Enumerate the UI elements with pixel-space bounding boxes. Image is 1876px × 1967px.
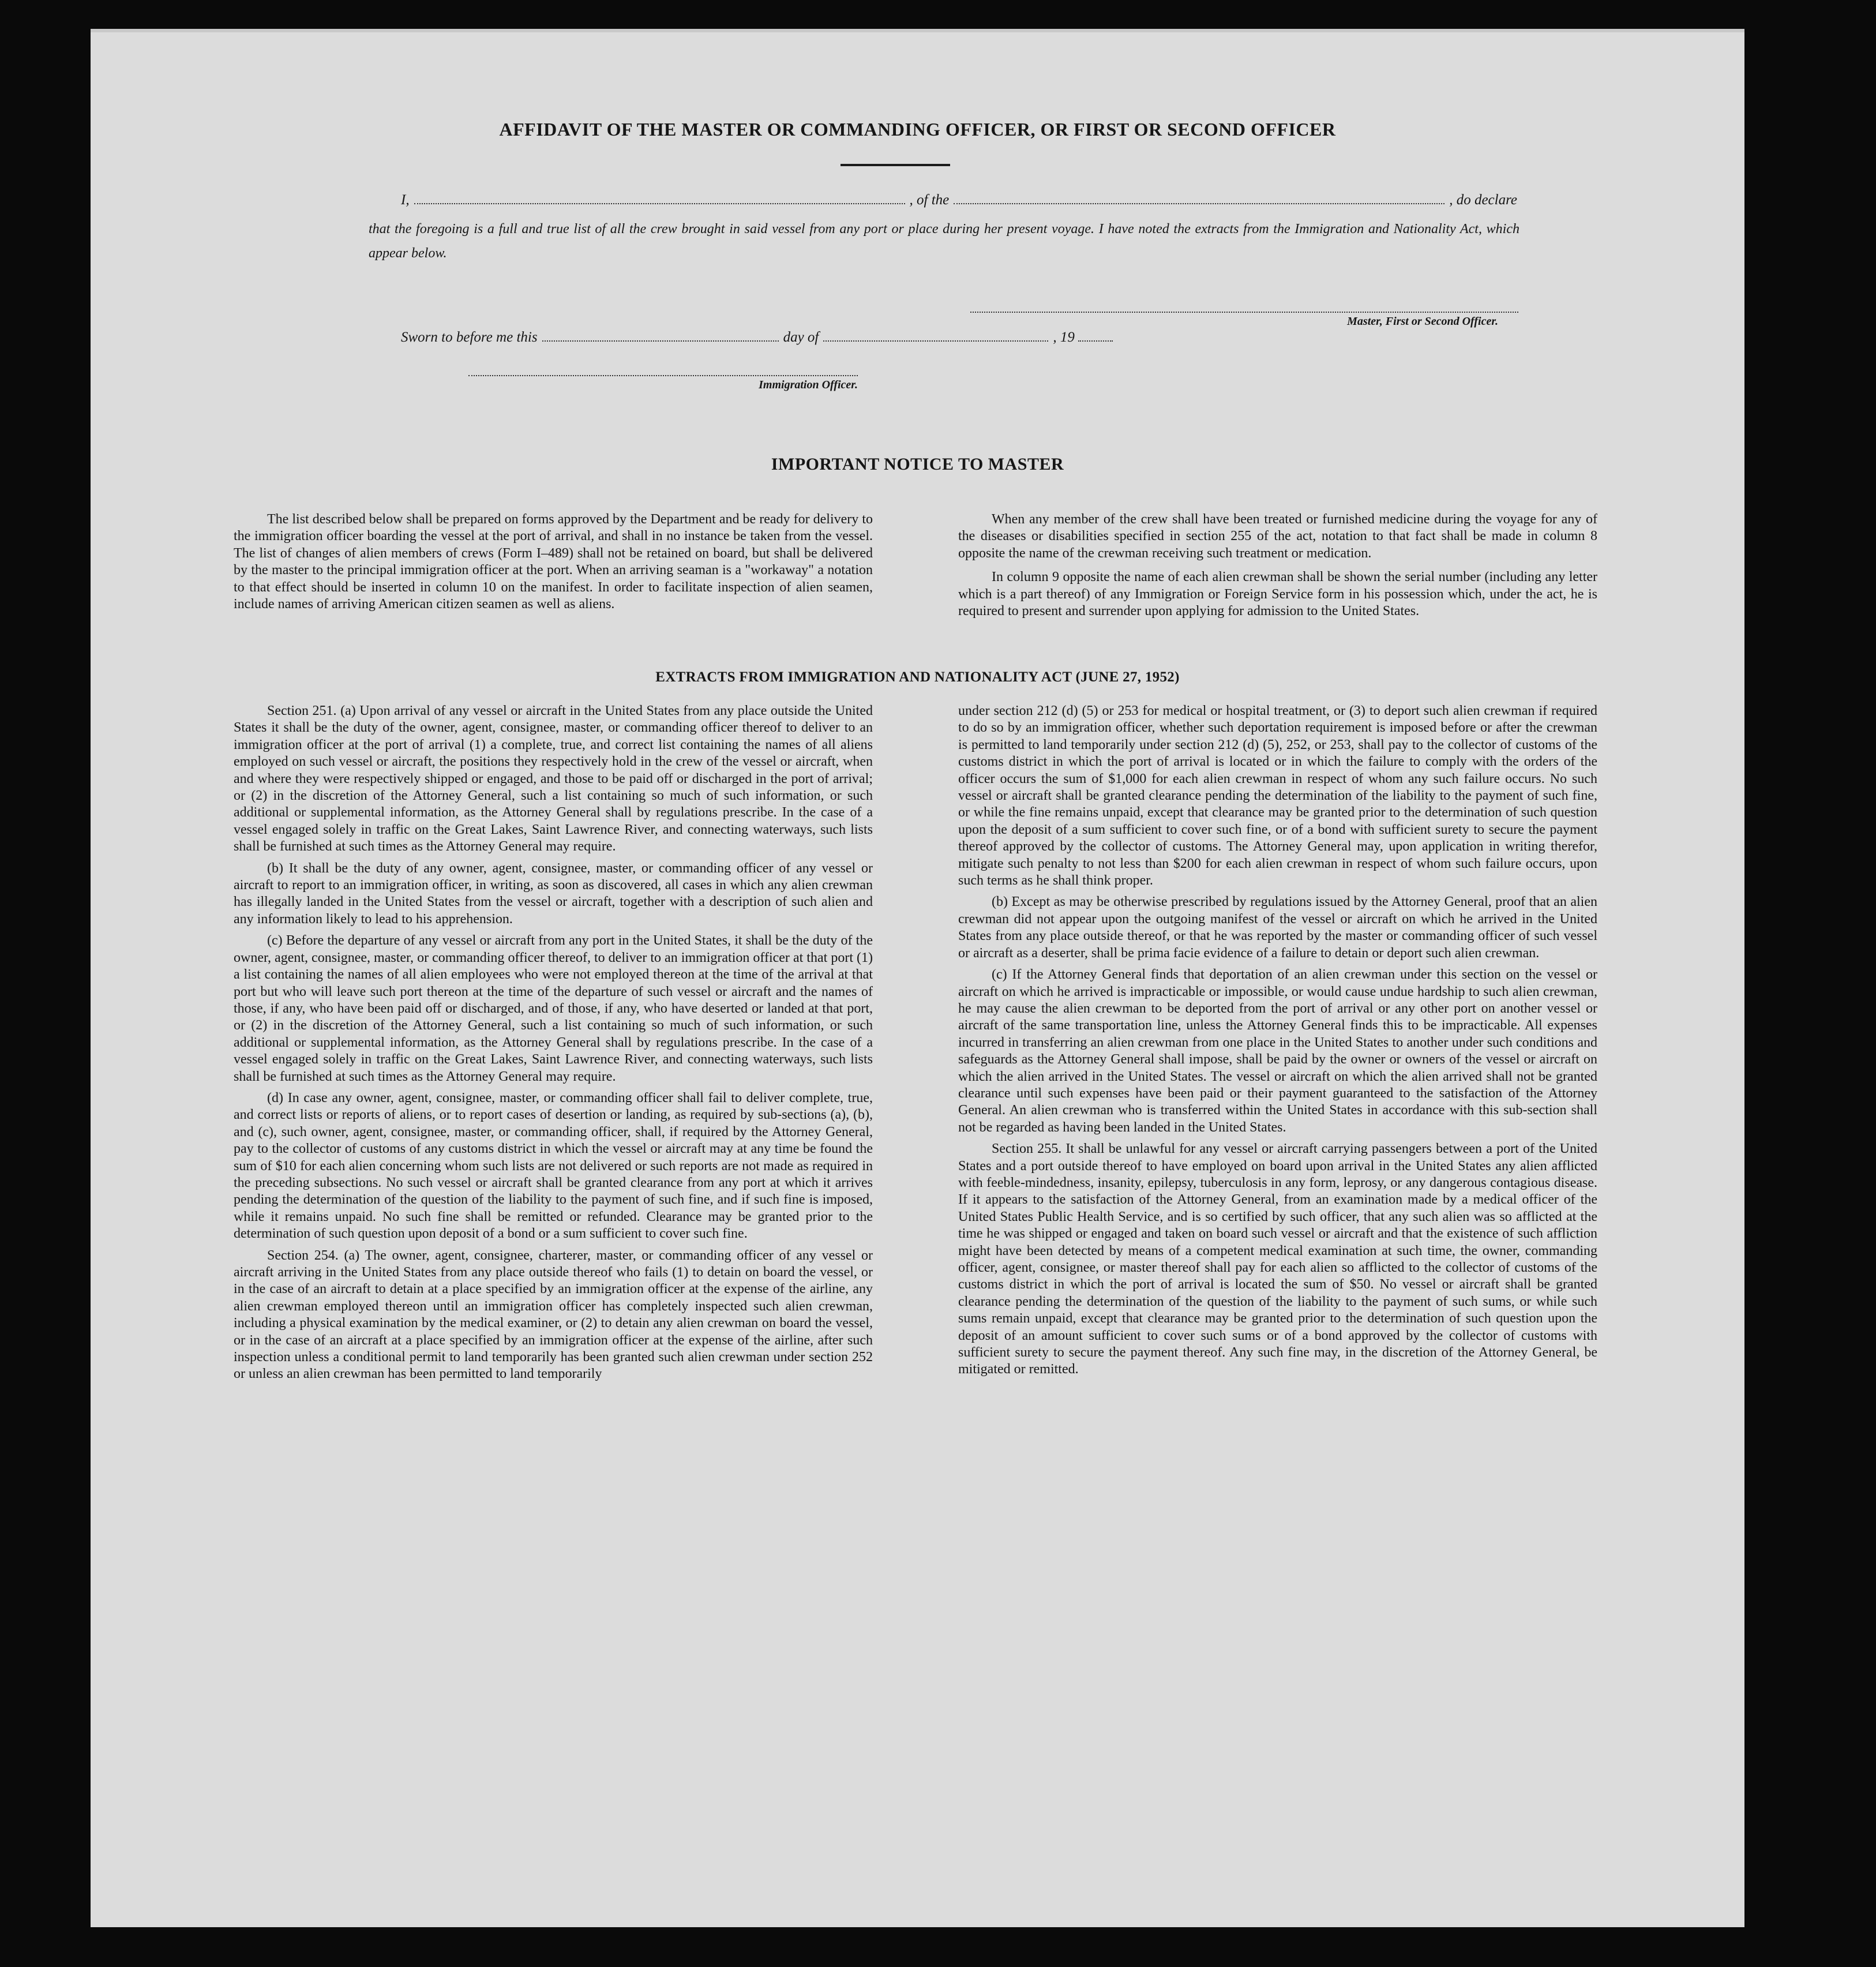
section-251-b: (b) It shall be the duty of any owner, agent, consignee, master, or commanding officer of any vessel or aircraft to report to an immigration officer, in writing, as soon as discovered, all cases in which any alien crewman has illegally landed in the United States from the vessel or aircraft, together with a description of such alien and any information likely to lead to his apprehension. xyxy=(234,860,873,927)
notice-paragraph: The list described below shall be prepared on forms approved by the Department and be ready for delivery to the immigration officer boarding the vessel at the port of arrival, and shall in no instance be taken from the vessel. The list of changes of alien members of crews (Form I–489) shall not be retained on board, but shall be delivered by the master to the principal immigration officer at the port. When an arriving seaman is a "workaway" a notation to that effect should be inserted in column 10 on the manifest. In order to facilitate inspection of alien seamen, include names of arriving American citizen seamen as well as aliens. xyxy=(234,512,873,612)
affidavit-statement: that the foregoing is a full and true list of all the crew brought in said vessel from any port or place during her present voyage. I have noted the extracts from the Immigration and Nationality Act, which appear below. xyxy=(369,222,1519,261)
notice-right-column xyxy=(958,511,1597,620)
i-label: I, xyxy=(401,192,410,208)
notice-heading: IMPORTANT NOTICE TO MASTER xyxy=(771,455,1064,474)
section-251-a: Section 251. (a) Upon arrival of any vessel or aircraft in the United States from any place outside the United States it shall be the duty of the owner, agent, consignee, master, or commanding officer thereof to deliver to an immigration officer at the port of arrival (1) a complete, true, and correct list containing the names of all aliens employed on such vessel or aircraft, the positions they respectively hold in the crew of the vessel or aircraft, when and where they were respectively shipped or engaged, and those to be paid off or discharged in the port of arrival; or (2) in the discretion of the Attorney General, such a list containing so much of such information, or such additional or supplemental information, as the Attorney General shall by regulations prescribe. In the case of a vessel engaged solely in traffic on the Great Lakes, Saint Lawrence River, and connecting waterways, such lists shall be furnished at such times as the Attorney General may require. xyxy=(234,703,873,855)
signature-label: Master, First or Second Officer. xyxy=(1347,315,1498,328)
day-field[interactable] xyxy=(542,329,779,342)
sworn-line xyxy=(401,329,1266,346)
title-rule xyxy=(841,164,950,166)
notice-left-column xyxy=(234,511,873,613)
extracts-left-column xyxy=(234,703,873,1383)
month-field[interactable] xyxy=(823,329,1048,342)
signature-field[interactable] xyxy=(970,304,1518,313)
extracts-heading: EXTRACTS FROM IMMIGRATION AND NATIONALITY ACT (JUNE 27, 1952) xyxy=(655,669,1180,685)
document-page xyxy=(91,29,1744,1927)
of-the-label: , of the xyxy=(909,192,950,208)
immigration-officer-signature-field[interactable] xyxy=(468,369,858,376)
section-254-c: (c) If the Attorney General finds that deportation of an alien crewman under this section on the vessel or aircraft on which he arrived is impracticable or impossible, or would cause undue hardship to such alien crewman, he may cause the alien crewman to be deported from the port of arrival or any other port on another vessel or aircraft of the same transportation line, unless the Attorney General finds this to be impracticable. All expenses incurred in transferring an alien crewman from one place in the United States to another under such conditions and safeguards as the Attorney General shall impose, shall be paid by the owner or owners of the vessel or aircraft on which the alien arrived in the United States. The vessel or aircraft on which the alien arrived shall not be granted clearance until such expenses have been paid or their payment guaranteed to the satisfaction of the Attorney General. An alien crewman who is transferred within the United States in accordance with this sub-section shall not be regarded as having been landed in the United States. xyxy=(958,967,1597,1135)
section-254-b: (b) Except as may be otherwise prescribed by regulations issued by the Attorney General, proof that an alien crewman did not appear upon the outgoing manifest of the vessel or aircraft on which he arrived in the United States from any place outside thereof, or that he was reported by the master or commanding officer of such vessel or aircraft as a deserter, shall be prima facie evidence of a failure to detain or deport such alien crewman. xyxy=(958,894,1597,961)
declaration-line xyxy=(401,192,1517,208)
affidavit-title: AFFIDAVIT OF THE MASTER OR COMMANDING OFFICER, OR FIRST OR SECOND OFFICER xyxy=(499,119,1336,140)
year-field[interactable] xyxy=(1078,329,1113,342)
year-prefix-label: , 19 xyxy=(1053,329,1075,345)
section-251-c: (c) Before the departure of any vessel or aircraft from any port in the United States, it shall be the duty of the owner, agent, consignee, master, or commanding officer thereof, to deliver to an immigration officer at that port (1) a list containing the names of all alien employees who were not employed thereon at the time of the arrival at that port but who will leave such port thereon at the time of the departure of such vessel or aircraft and the names of those, if any, who have been paid off or discharged, and of those, if any, who have deserted or landed at that port, or (2) in the discretion of the Attorney General, such a list containing so much of such information, or such additional or supplemental information, as the Attorney General shall by regulations prescribe. In the case of a vessel engaged solely in traffic on the Great Lakes, Saint Lawrence River, and connecting waterways, such lists shall be furnished at such times as the Attorney General may require. xyxy=(234,933,873,1084)
vessel-name-field[interactable] xyxy=(954,192,1444,204)
officer-name-field[interactable] xyxy=(414,192,905,204)
section-255: Section 255. It shall be unlawful for any vessel or aircraft carrying passengers between a port of the United States and a port outside thereof to have employed on board upon arrival in the United States any alien afflicted with feeble-mindedness, insanity, epilepsy, tuberculosis in any form, leprosy, or any dangerous contagious disease. If it appears to the satisfaction of the Attorney General, from an examination made by a medical officer of the United States Public Health Service, and is so certified by such officer, that any such alien was so afflicted at the time he was shipped or engaged and taken on board such vessel or aircraft and that the existence of such affliction might have been detected by means of a competent medical examination at such time, the owner, commanding officer, agent, consignee, or master thereof shall pay for each alien so afflicted to the collector of customs of the customs district in which the port of arrival is located the sum of $50. No vessel or aircraft shall be granted clearance pending the determination of the question of the liability to the payment of such sums, or while such sums remain unpaid, except that clearance may be granted prior to the determination of such question upon the deposit of an amount sufficient to cover such sums or of a bond approved by the collector of customs with sufficient surety to secure the payment thereof. Any such fine may, in the discretion of the Attorney General, be mitigated or remitted. xyxy=(958,1141,1597,1377)
section-251-d: (d) In case any owner, agent, consignee, master, or commanding officer shall fail to deliver complete, true, and correct lists or reports of aliens, or to report cases of desertion or landing, as required by sub-sections (a), (b), and (c), such owner, agent, consignee, master, or commanding officer, shall, if required by the Attorney General, pay to the collector of customs of any customs district in which the vessel or aircraft may at any time be found the sum of $10 for each alien concerning whom such lists are not delivered or such reports are not made as required in the preceding subsections. No such vessel or aircraft shall be granted clearance from any port at which it arrives pending the determination of the question of the liability to the payment of such fine, and if such fine is imposed, while it remains unpaid. No such fine shall be remitted or refunded. Clearance may be granted prior to the determination of such question upon deposit of a bond or a sum sufficient to cover such fine. xyxy=(234,1090,873,1242)
immigration-officer-label: Immigration Officer. xyxy=(759,379,858,391)
page-top-edge xyxy=(91,29,1744,32)
extracts-right-column xyxy=(958,703,1597,1378)
notice-paragraph: In column 9 opposite the name of each alien crewman shall be shown the serial number (including any letter which is a part thereof) of any Immigration or Foreign Service form in his possession which, under the act, he is required to present and surrender upon applying for admission to the United States. xyxy=(958,570,1597,619)
day-of-label: day of xyxy=(783,329,819,345)
notice-paragraph: When any member of the crew shall have been treated or furnished medicine during the voyage for any of the diseases or disabilities specified in section 255 of the act, notation to that fact shall be made in column 8 opposite the name of the crewman receiving such treatment or medication. xyxy=(958,512,1597,561)
section-254-a: Section 254. (a) The owner, agent, consignee, charterer, master, or commanding officer of any vessel or aircraft arriving in the United States from any place outside thereof who fails (1) to detain on board the vessel, or in the case of an aircraft to detain at a place specified by an immigration officer at the expense of the airline, any alien crewman employed thereon until an immigration officer has completely inspected such alien crewman, including a physical examination by the medical examiner, or (2) to detain any alien crewman on board the vessel, or in the case of an aircraft at a place specified by an immigration officer at the expense of the airline, after such inspection unless a conditional permit to land temporarily has been granted such alien crewman under section 252 or unless an alien crewman has been permitted to land temporarily xyxy=(234,1247,873,1382)
section-254-a-continued: under section 212 (d) (5) or 253 for medical or hospital treatment, or (3) to deport such alien crewman if required to do so by an immigration officer, whether such deportation requirement is imposed before or after the crewman is permitted to land temporarily under section 212 (d) (5), 252, or 253, shall pay to the collector of customs of the customs district in which the port of arrival is located or in which the failure to comply with the orders of the officer occurs the sum of $1,000 for each alien crewman in respect of whom any such failure occurs. No such vessel or aircraft shall be granted clearance pending the determination of the liability to the payment of such fine, or while the fine remains unpaid, except that clearance may be granted prior to the determination of such question upon the deposit of a sum sufficient to cover such fine, or of a bond with sufficient surety to secure the payment thereof approved by the collector of customs. The Attorney General may, upon application in writing therefor, mitigate such penalty to not less than $200 for each alien crewman in respect of whom such failure occurs, upon such terms as he shall think proper. xyxy=(958,703,1597,889)
do-declare-label: , do declare xyxy=(1449,192,1517,208)
sworn-label: Sworn to before me this xyxy=(401,329,538,345)
